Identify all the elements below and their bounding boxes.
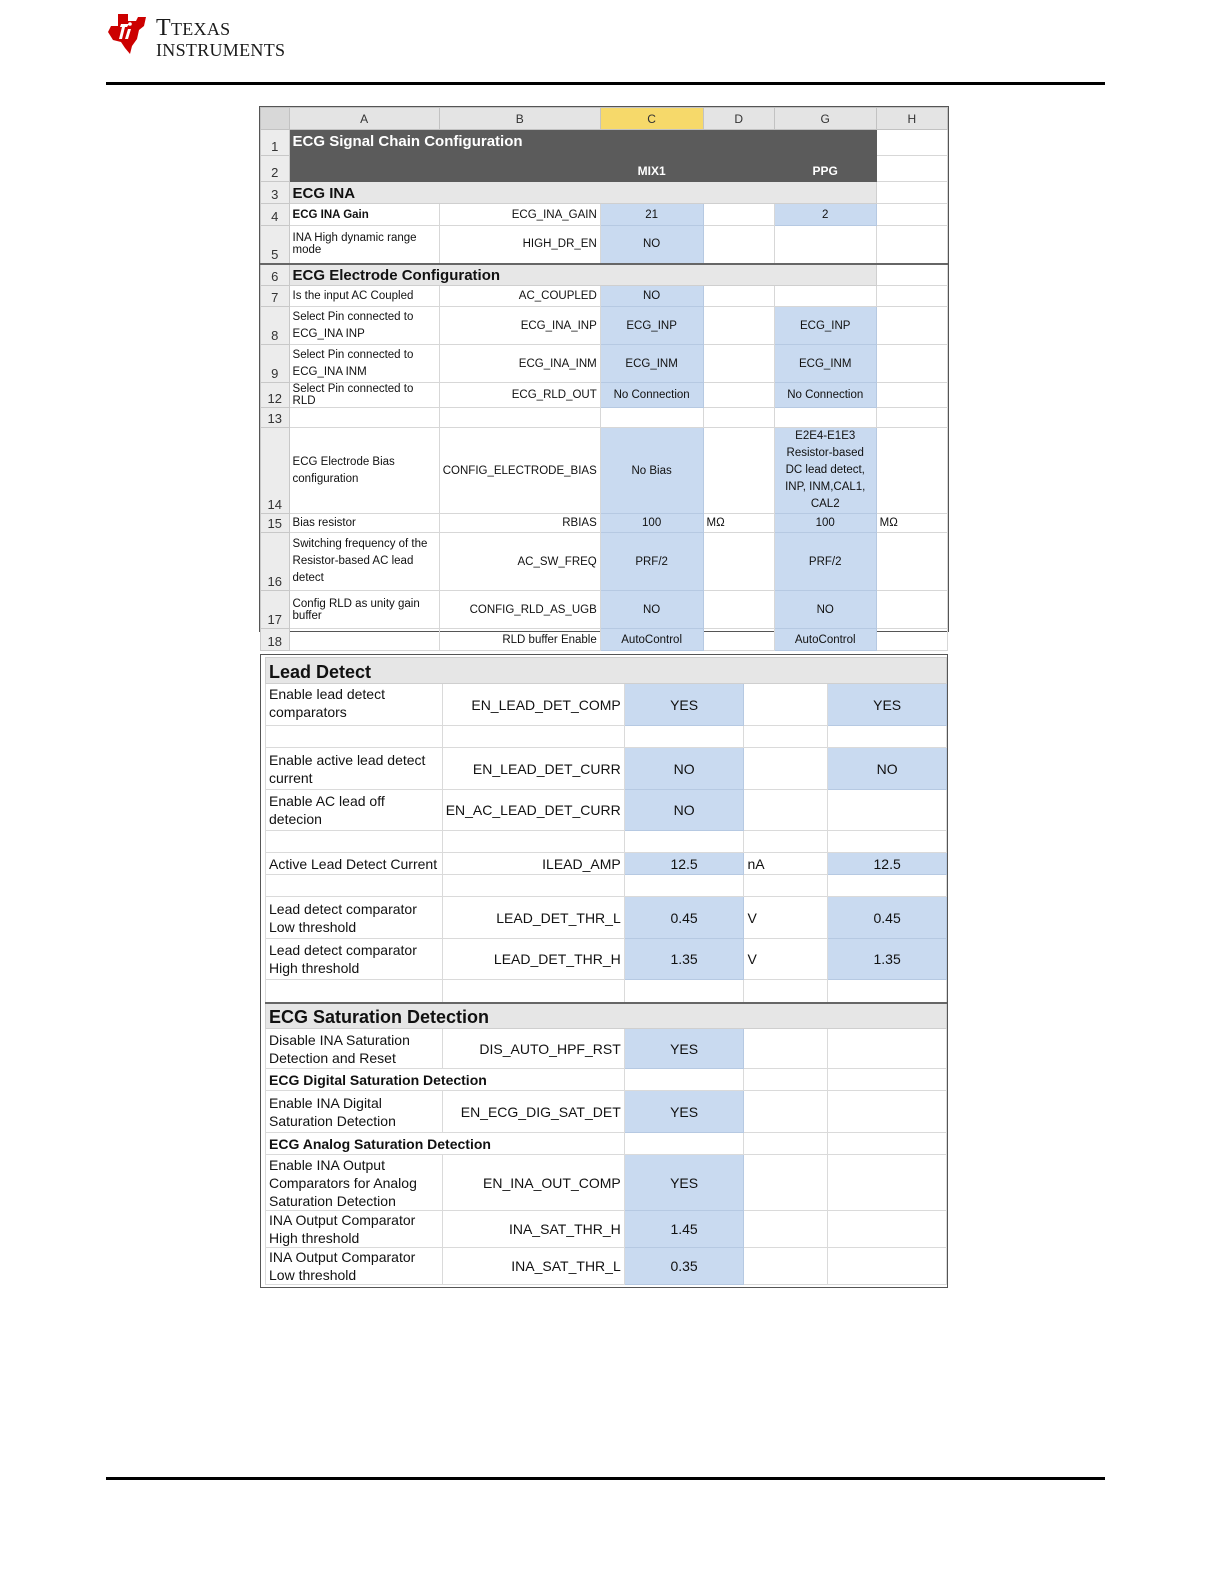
mix1-value[interactable]: NO	[600, 226, 703, 264]
cell[interactable]	[744, 1133, 828, 1155]
table-row	[266, 790, 947, 831]
cell[interactable]	[289, 629, 439, 651]
cell[interactable]	[876, 307, 947, 345]
brand-line1: TEXAS	[170, 19, 231, 39]
cell[interactable]	[876, 226, 947, 264]
row-number[interactable]: 15	[261, 514, 290, 533]
param-name[interactable]: DIS_AUTO_HPF_RST	[442, 1029, 624, 1069]
ti-wordmark: TTEXAS INSTRUMENTS	[156, 15, 286, 60]
table-row	[261, 345, 948, 383]
table-row	[261, 264, 948, 286]
cell[interactable]	[828, 1029, 947, 1069]
cell[interactable]	[703, 307, 774, 345]
unit-cell[interactable]: MΩ	[703, 514, 774, 533]
param-name[interactable]: CONFIG_ELECTRODE_BIAS	[439, 428, 600, 514]
cell[interactable]	[289, 156, 439, 182]
signal-chain-table	[260, 107, 948, 651]
mix1-value[interactable]: 12.5	[624, 853, 744, 875]
param-label[interactable]: Select Pin connected to RLD	[289, 383, 439, 408]
cell[interactable]	[828, 1155, 947, 1211]
unit-cell[interactable]: MΩ	[876, 514, 947, 533]
unit-cell[interactable]: V	[744, 897, 828, 939]
cell[interactable]	[442, 831, 624, 853]
param-name[interactable]: ECG_RLD_OUT	[439, 383, 600, 408]
param-label[interactable]: Select Pin connected to ECG_INA INM	[289, 345, 439, 383]
cell[interactable]	[744, 1029, 828, 1069]
ppg-value[interactable]: AutoControl	[774, 629, 876, 651]
ppg-value[interactable]: 12.5	[828, 853, 947, 875]
table-row	[266, 875, 947, 897]
param-label[interactable]: Lead detect comparator Low threshold	[266, 897, 443, 939]
cell[interactable]	[744, 790, 828, 831]
table-row	[266, 1133, 947, 1155]
cell[interactable]	[703, 533, 774, 591]
param-name[interactable]: LEAD_DET_THR_H	[442, 939, 624, 980]
row-number[interactable]: 5	[261, 226, 290, 264]
ppg-value[interactable]: 2	[774, 204, 876, 226]
mix1-value[interactable]: AutoControl	[600, 629, 703, 651]
mix1-value[interactable]: 100	[600, 514, 703, 533]
param-name[interactable]: EN_ECG_DIG_SAT_DET	[442, 1091, 624, 1133]
cell[interactable]	[600, 408, 703, 428]
cell[interactable]	[703, 591, 774, 629]
mix1-value[interactable]: PRF/2	[600, 533, 703, 591]
param-name[interactable]: RBIAS	[439, 514, 600, 533]
table-row	[266, 1003, 947, 1029]
param-label[interactable]: INA High dynamic range mode	[289, 226, 439, 264]
cell[interactable]	[442, 980, 624, 1003]
cell[interactable]	[876, 130, 947, 156]
ppg-value[interactable]: 1.35	[828, 939, 947, 980]
ppg-value[interactable]: YES	[828, 684, 947, 726]
mix1-value[interactable]: 1.35	[624, 939, 744, 980]
table-row	[261, 533, 948, 591]
cell[interactable]	[266, 980, 443, 1003]
brand-line2: INSTRUMENTS	[156, 40, 286, 60]
param-name[interactable]: INA_SAT_THR_L	[442, 1248, 624, 1285]
param-label[interactable]: Switching frequency of the Resistor-based AC lead detect	[289, 533, 439, 591]
cell[interactable]	[876, 629, 947, 651]
mix1-value[interactable]: NO	[624, 790, 744, 831]
section-ecg-ina[interactable]: ECG INA	[289, 182, 876, 204]
cell[interactable]	[442, 875, 624, 897]
row-number[interactable]: 3	[261, 182, 290, 204]
cell[interactable]	[442, 726, 624, 748]
cell[interactable]	[744, 1091, 828, 1133]
table-row	[266, 980, 947, 1003]
row-number[interactable]: 14	[261, 428, 290, 514]
param-name[interactable]: ECG_INA_INP	[439, 307, 600, 345]
table-row	[261, 204, 948, 226]
mix1-value[interactable]: NO	[600, 286, 703, 307]
cell[interactable]	[624, 831, 744, 853]
cell[interactable]	[828, 875, 947, 897]
table-row	[261, 591, 948, 629]
ppg-value[interactable]: 0.45	[828, 897, 947, 939]
table-row	[261, 514, 948, 533]
ppg-value[interactable]: NO	[774, 591, 876, 629]
table-row	[261, 182, 948, 204]
cell[interactable]	[876, 428, 947, 514]
mix1-value[interactable]: YES	[624, 1155, 744, 1211]
cell[interactable]	[703, 156, 774, 182]
param-label[interactable]: Enable INA Output Comparators for Analog Saturation Detection	[266, 1155, 443, 1211]
param-name[interactable]: RLD buffer Enable	[439, 629, 600, 651]
col-header-g[interactable]: G	[774, 108, 876, 130]
ti-logo	[106, 12, 306, 62]
table-row	[266, 726, 947, 748]
cell[interactable]	[439, 156, 600, 182]
cell[interactable]	[876, 286, 947, 307]
row-number[interactable]: 2	[261, 156, 290, 182]
cell[interactable]	[876, 533, 947, 591]
row-number[interactable]: 13	[261, 408, 290, 428]
mix1-value[interactable]: ECG_INP	[600, 307, 703, 345]
cell[interactable]	[703, 428, 774, 514]
table-row	[261, 629, 948, 651]
cell[interactable]	[828, 1091, 947, 1133]
param-name[interactable]: CONFIG_RLD_AS_UGB	[439, 591, 600, 629]
param-name[interactable]: INA_SAT_THR_H	[442, 1211, 624, 1248]
row-number[interactable]: 6	[261, 264, 290, 286]
table-row	[261, 428, 948, 514]
ppg-value[interactable]: E2E4-E1E3 Resistor-based DC lead detect, INP, INM,CAL1, CAL2	[774, 428, 876, 514]
cell[interactable]	[876, 383, 947, 408]
row-number[interactable]: 9	[261, 345, 290, 383]
unit-cell[interactable]: V	[744, 939, 828, 980]
param-name[interactable]: HIGH_DR_EN	[439, 226, 600, 264]
cell[interactable]	[703, 383, 774, 408]
cell[interactable]	[744, 980, 828, 1003]
section-saturation-detection[interactable]: ECG Saturation Detection	[266, 1003, 947, 1029]
table-row	[261, 130, 948, 156]
cell[interactable]	[266, 875, 443, 897]
row-number[interactable]: 1	[261, 130, 290, 156]
cell[interactable]	[624, 1133, 744, 1155]
row-number[interactable]: 18	[261, 629, 290, 651]
mix1-value[interactable]: YES	[624, 1029, 744, 1069]
ppg-value[interactable]: PRF/2	[774, 533, 876, 591]
mix1-value[interactable]: YES	[624, 684, 744, 726]
ti-emblem-icon	[106, 12, 150, 56]
col-header-c[interactable]: C	[600, 108, 703, 130]
cell[interactable]	[289, 408, 439, 428]
table-row	[266, 831, 947, 853]
param-label[interactable]: Enable active lead detect current	[266, 748, 443, 790]
cell[interactable]	[774, 226, 876, 264]
table-row	[266, 1248, 947, 1285]
param-name[interactable]: AC_SW_FREQ	[439, 533, 600, 591]
table-row	[266, 658, 947, 684]
cell[interactable]	[876, 156, 947, 182]
header-rule	[106, 82, 1105, 85]
param-label[interactable]: INA Output Comparator High threshold	[266, 1211, 443, 1248]
cell[interactable]	[703, 408, 774, 428]
col-label-mix1[interactable]: MIX1	[600, 156, 703, 182]
cell[interactable]	[876, 408, 947, 428]
table-row	[261, 307, 948, 345]
cell[interactable]	[744, 1211, 828, 1248]
mix1-value[interactable]: 0.35	[624, 1248, 744, 1285]
mix1-value[interactable]: ECG_INM	[600, 345, 703, 383]
table-row	[266, 748, 947, 790]
footer-rule	[106, 1477, 1105, 1480]
ppg-value[interactable]: ECG_INP	[774, 307, 876, 345]
param-name[interactable]: EN_AC_LEAD_DET_CURR	[442, 790, 624, 831]
table-row	[261, 286, 948, 307]
table-row	[266, 1211, 947, 1248]
cell[interactable]	[744, 726, 828, 748]
table-row	[266, 1069, 947, 1091]
param-name[interactable]: EN_LEAD_DET_CURR	[442, 748, 624, 790]
subsection-digital-saturation[interactable]: ECG Digital Saturation Detection	[266, 1069, 625, 1091]
table-row	[261, 383, 948, 408]
param-label[interactable]: Enable AC lead off detecion	[266, 790, 443, 831]
cell[interactable]	[624, 875, 744, 897]
table-row	[266, 1091, 947, 1133]
lead-detect-table	[265, 657, 947, 1285]
cell[interactable]	[744, 875, 828, 897]
param-label[interactable]: ECG INA Gain	[289, 204, 439, 226]
mix1-value[interactable]: 0.45	[624, 897, 744, 939]
cell[interactable]	[828, 726, 947, 748]
param-label[interactable]: Select Pin connected to ECG_INA INP	[289, 307, 439, 345]
param-name[interactable]: EN_LEAD_DET_COMP	[442, 684, 624, 726]
table-row	[266, 684, 947, 726]
param-label[interactable]: Bias resistor	[289, 514, 439, 533]
column-header-row	[261, 108, 948, 130]
cell[interactable]	[828, 1248, 947, 1285]
subsection-analog-saturation[interactable]: ECG Analog Saturation Detection	[266, 1133, 625, 1155]
row-number[interactable]: 4	[261, 204, 290, 226]
mix1-value[interactable]: NO	[624, 748, 744, 790]
section-electrode-config[interactable]: ECG Electrode Configuration	[289, 264, 876, 286]
ppg-value[interactable]: NO	[828, 748, 947, 790]
cell[interactable]	[266, 726, 443, 748]
mix1-value[interactable]: 1.45	[624, 1211, 744, 1248]
ppg-value[interactable]: 100	[774, 514, 876, 533]
mix1-value[interactable]: No Connection	[600, 383, 703, 408]
param-label[interactable]: Config RLD as unity gain buffer	[289, 591, 439, 629]
select-all-corner[interactable]	[261, 108, 290, 130]
cell[interactable]	[876, 182, 947, 204]
cell[interactable]	[744, 1248, 828, 1285]
col-header-b[interactable]: B	[439, 108, 600, 130]
param-name[interactable]: EN_INA_OUT_COMP	[442, 1155, 624, 1211]
ppg-value[interactable]: ECG_INM	[774, 345, 876, 383]
lead-detect-sheet	[260, 654, 948, 1288]
table-row	[261, 156, 948, 182]
unit-cell[interactable]: nA	[744, 853, 828, 875]
cell[interactable]	[624, 980, 744, 1003]
cell[interactable]	[828, 790, 947, 831]
param-label[interactable]: Active Lead Detect Current	[266, 853, 443, 875]
cell[interactable]	[876, 204, 947, 226]
param-label[interactable]: Enable lead detect comparators	[266, 684, 443, 726]
cell[interactable]	[266, 831, 443, 853]
cell[interactable]	[703, 345, 774, 383]
cell[interactable]	[624, 726, 744, 748]
cell[interactable]	[744, 831, 828, 853]
mix1-value[interactable]: 21	[600, 204, 703, 226]
cell[interactable]	[876, 345, 947, 383]
cell[interactable]	[744, 1155, 828, 1211]
ppg-value[interactable]: No Connection	[774, 383, 876, 408]
cell[interactable]	[876, 591, 947, 629]
cell[interactable]	[876, 264, 947, 286]
table-row	[266, 853, 947, 875]
cell[interactable]	[828, 1211, 947, 1248]
cell[interactable]	[828, 980, 947, 1003]
row-number[interactable]: 8	[261, 307, 290, 345]
cell[interactable]	[828, 1069, 947, 1091]
cell[interactable]	[744, 748, 828, 790]
table-row	[266, 1155, 947, 1211]
row-number[interactable]: 16	[261, 533, 290, 591]
mix1-value[interactable]: No Bias	[600, 428, 703, 514]
table-row	[266, 897, 947, 939]
cell[interactable]	[828, 1133, 947, 1155]
param-name[interactable]: ILEAD_AMP	[442, 853, 624, 875]
col-header-a[interactable]: A	[289, 108, 439, 130]
cell[interactable]	[703, 286, 774, 307]
cell[interactable]	[828, 831, 947, 853]
param-name[interactable]: ECG_INA_GAIN	[439, 204, 600, 226]
row-number[interactable]: 7	[261, 286, 290, 307]
cell[interactable]	[624, 1069, 744, 1091]
col-label-ppg[interactable]: PPG	[774, 156, 876, 182]
cell[interactable]	[774, 408, 876, 428]
param-label[interactable]: Enable INA Digital Saturation Detection	[266, 1091, 443, 1133]
row-number[interactable]: 12	[261, 383, 290, 408]
param-name[interactable]: AC_COUPLED	[439, 286, 600, 307]
param-label[interactable]: Is the input AC Coupled	[289, 286, 439, 307]
sheet-title[interactable]: ECG Signal Chain Configuration	[289, 130, 876, 156]
table-row	[266, 939, 947, 980]
param-name[interactable]: LEAD_DET_THR_L	[442, 897, 624, 939]
mix1-value[interactable]: NO	[600, 591, 703, 629]
cell[interactable]	[744, 684, 828, 726]
param-name[interactable]: ECG_INA_INM	[439, 345, 600, 383]
param-label[interactable]: INA Output Comparator Low threshold	[266, 1248, 443, 1285]
signal-chain-sheet	[259, 106, 949, 649]
cell[interactable]	[703, 204, 774, 226]
cell[interactable]	[439, 408, 600, 428]
section-lead-detect[interactable]: Lead Detect	[266, 658, 947, 684]
cell[interactable]	[774, 286, 876, 307]
cell[interactable]	[703, 226, 774, 264]
param-label[interactable]: Disable INA Saturation Detection and Reset	[266, 1029, 443, 1069]
mix1-value[interactable]: YES	[624, 1091, 744, 1133]
table-row	[261, 408, 948, 428]
param-label[interactable]: Lead detect comparator High threshold	[266, 939, 443, 980]
cell[interactable]	[703, 629, 774, 651]
col-header-h[interactable]: H	[876, 108, 947, 130]
table-row	[266, 1029, 947, 1069]
param-label[interactable]: ECG Electrode Bias configuration	[289, 428, 439, 514]
row-number[interactable]: 17	[261, 591, 290, 629]
cell[interactable]	[744, 1069, 828, 1091]
col-header-d[interactable]: D	[703, 108, 774, 130]
table-row	[261, 226, 948, 264]
